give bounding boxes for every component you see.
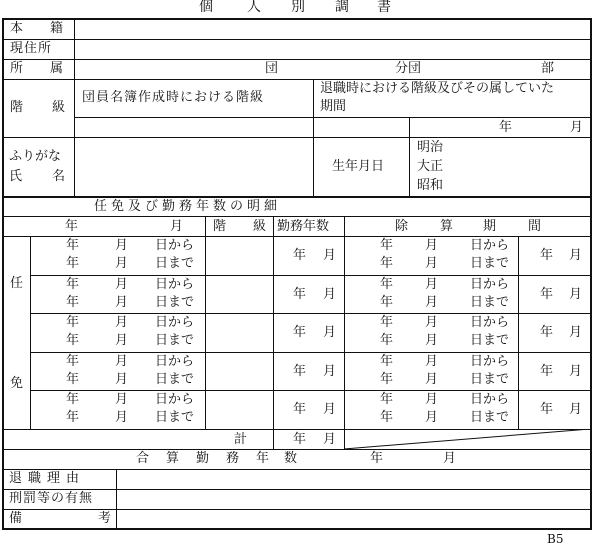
period-from-label: 日から <box>155 354 195 369</box>
period-to-label: 日まで <box>155 410 195 425</box>
jozan-tsuki-label: 月 <box>425 372 439 387</box>
rule <box>30 236 31 429</box>
taishoku-riyu-field[interactable] <box>118 470 589 488</box>
jozan-total-nen-label: 年 <box>540 402 554 417</box>
gassan-char: 算 <box>166 451 180 466</box>
biko-label-2: 考 <box>98 511 112 526</box>
taishoku-kaikyu-label-2: 期間 <box>320 99 347 114</box>
kaikyu-label-1: 階 <box>10 100 24 115</box>
rule-thick <box>2 196 592 198</box>
era-meiji: 明治 <box>417 140 444 155</box>
col-nen-header: 年 <box>65 219 79 234</box>
period-to-label: 日まで <box>155 295 195 310</box>
kinmu-nen-label: 年 <box>293 325 307 340</box>
taishoku-riyu-label: 退職理由 <box>9 471 86 486</box>
kaikyu-cell[interactable] <box>207 277 272 312</box>
jozan-from-label: 日から <box>470 277 510 292</box>
jozan-total-nen-label: 年 <box>540 364 554 379</box>
biko-field[interactable] <box>118 510 589 527</box>
taishoku-nen-label: 年 <box>499 120 513 135</box>
col-jozan-header-4: 間 <box>528 219 542 234</box>
jozan-nen-label: 年 <box>380 392 394 407</box>
col-kinmu-header: 勤務年数 <box>277 219 330 234</box>
period-tsuki-label: 月 <box>115 238 129 253</box>
jozan-tsuki-label: 月 <box>425 238 439 253</box>
rule <box>2 59 592 60</box>
rule <box>344 216 345 449</box>
period-tsuki-label: 月 <box>115 354 129 369</box>
title-char: 人 <box>247 0 263 15</box>
rule <box>2 449 592 450</box>
rule <box>273 216 274 449</box>
jozan-total-tsuki-label: 月 <box>569 287 583 302</box>
rule <box>518 236 519 429</box>
period-to-label: 日まで <box>155 372 195 387</box>
honseki-label-2: 籍 <box>50 21 64 36</box>
period-nen-label: 年 <box>66 315 80 330</box>
gassan-char: 務 <box>226 451 240 466</box>
rule <box>205 216 206 429</box>
kinmu-nen-label: 年 <box>293 364 307 379</box>
rule <box>2 236 592 237</box>
period-nen-label: 年 <box>66 238 80 253</box>
kinmu-nen-label: 年 <box>293 402 307 417</box>
seinengappi-label: 生年月日 <box>332 159 385 174</box>
kaikyu-cell[interactable] <box>207 392 272 427</box>
period-to-label: 日まで <box>155 333 195 348</box>
gassan-nen-label: 年 <box>370 451 384 466</box>
taishoku-tsuki-label: 月 <box>570 120 584 135</box>
frame-left <box>2 18 4 530</box>
jozan-total-nen-label: 年 <box>540 325 554 340</box>
shozoku-label-1: 所 <box>10 61 24 76</box>
kinmu-tsuki-label: 月 <box>323 402 337 417</box>
title-char: 個 <box>199 0 215 15</box>
keibatsu-field[interactable] <box>118 490 589 508</box>
rule <box>30 352 590 353</box>
bu-label: 部 <box>541 61 555 76</box>
col-tsuki-header: 月 <box>170 219 184 234</box>
jozan-to-label: 日まで <box>470 333 510 348</box>
jozan-to-label: 日まで <box>470 295 510 310</box>
kei-nen-label: 年 <box>293 432 307 447</box>
rule <box>116 469 117 529</box>
kinmu-nen-label: 年 <box>293 248 307 263</box>
kei-tsuki-label: 月 <box>323 432 337 447</box>
title-char: 調 <box>335 0 351 15</box>
kaikyu-cell[interactable] <box>207 354 272 389</box>
jozan-tsuki-label: 月 <box>425 410 439 425</box>
name-field[interactable] <box>76 139 312 195</box>
section-title: 任免及び勤務年数の明細 <box>94 199 282 214</box>
period-tsuki-label: 月 <box>115 392 129 407</box>
birthdate-field[interactable] <box>450 139 589 195</box>
paper-size-label: B5 <box>547 532 564 546</box>
jozan-from-label: 日から <box>470 238 510 253</box>
rule <box>313 137 314 196</box>
frame-right <box>590 18 592 530</box>
jozan-from-label: 日から <box>470 392 510 407</box>
col-jozan-header-1: 除 <box>395 219 409 234</box>
rule <box>313 79 314 137</box>
period-from-label: 日から <box>155 392 195 407</box>
shimei-label-2: 名 <box>52 169 66 184</box>
period-from-label: 日から <box>155 277 195 292</box>
furigana-label: ふりがな <box>9 149 62 164</box>
kinmu-tsuki-label: 月 <box>323 325 337 340</box>
gassan-char: 年 <box>256 451 270 466</box>
period-to-label: 日まで <box>155 256 195 271</box>
kinmu-tsuki-label: 月 <box>323 287 337 302</box>
gassan-tsuki-label: 月 <box>443 451 457 466</box>
jozan-nen-label: 年 <box>380 295 394 310</box>
rule <box>74 18 75 197</box>
jozan-tsuki-label: 月 <box>425 392 439 407</box>
kinmu-tsuki-label: 月 <box>323 364 337 379</box>
genjusho-field[interactable] <box>76 41 589 58</box>
jozan-total-tsuki-label: 月 <box>569 364 583 379</box>
jozan-total-tsuki-label: 月 <box>569 325 583 340</box>
jozan-nen-label: 年 <box>380 333 394 348</box>
period-nen-label: 年 <box>66 295 80 310</box>
bundan-label: 分団 <box>395 61 422 76</box>
period-nen-label: 年 <box>66 410 80 425</box>
kaikyu-field[interactable] <box>76 118 312 136</box>
jozan-tsuki-label: 月 <box>425 277 439 292</box>
col-kaikyu-header-1: 階 <box>213 219 227 234</box>
era-showa: 昭和 <box>417 178 444 193</box>
jozan-nen-label: 年 <box>380 256 394 271</box>
jozan-nen-label: 年 <box>380 277 394 292</box>
jozan-tsuki-label: 月 <box>425 256 439 271</box>
gassan-char: 合 <box>136 451 150 466</box>
period-from-label: 日から <box>155 238 195 253</box>
rule <box>2 137 592 138</box>
dan-label: 団 <box>265 61 279 76</box>
jozan-tsuki-label: 月 <box>425 354 439 369</box>
col-kaikyu-header-2: 級 <box>253 219 267 234</box>
jozan-from-label: 日から <box>470 315 510 330</box>
kaikyu-cell[interactable] <box>207 315 272 350</box>
period-nen-label: 年 <box>66 256 80 271</box>
col-jozan-header-2: 算 <box>440 219 454 234</box>
kaikyu-label-2: 級 <box>52 100 66 115</box>
shimei-label-1: 氏 <box>9 169 23 184</box>
jozan-total-tsuki-label: 月 <box>569 248 583 263</box>
jozan-nen-label: 年 <box>380 238 394 253</box>
jozan-tsuki-label: 月 <box>425 333 439 348</box>
period-from-label: 日から <box>155 315 195 330</box>
frame-bottom <box>2 528 592 530</box>
period-nen-label: 年 <box>66 277 80 292</box>
period-nen-label: 年 <box>66 392 80 407</box>
period-tsuki-label: 月 <box>115 410 129 425</box>
period-nen-label: 年 <box>66 354 80 369</box>
danin-kaikyu-label: 団員名簿作成時における階級 <box>82 90 265 105</box>
rule <box>30 313 590 314</box>
men-label: 免 <box>10 376 24 391</box>
period-nen-label: 年 <box>66 372 80 387</box>
gassan-char: 数 <box>284 451 298 466</box>
period-tsuki-label: 月 <box>115 256 129 271</box>
jozan-total-nen-label: 年 <box>540 287 554 302</box>
gassan-char: 勤 <box>196 451 210 466</box>
jozan-nen-label: 年 <box>380 372 394 387</box>
period-tsuki-label: 月 <box>115 333 129 348</box>
jozan-nen-label: 年 <box>380 354 394 369</box>
taishoku-kaikyu-label: 退職時における階級及びその属していた <box>320 81 555 96</box>
honseki-label-1: 本 <box>10 21 24 36</box>
col-jozan-header-3: 期 <box>483 219 497 234</box>
genjusho-label: 現住所 <box>10 41 53 56</box>
rule <box>409 117 410 196</box>
kei-label: 計 <box>234 432 248 447</box>
jozan-tsuki-label: 月 <box>425 295 439 310</box>
nin-label: 任 <box>10 276 24 291</box>
total-diagonal-strike <box>344 429 590 449</box>
kinmu-tsuki-label: 月 <box>323 248 337 263</box>
period-nen-label: 年 <box>66 333 80 348</box>
rule <box>30 275 590 276</box>
kaikyu-cell[interactable] <box>207 238 272 273</box>
title-char: 別 <box>291 0 307 15</box>
biko-label-1: 備 <box>9 511 23 526</box>
jozan-total-tsuki-label: 月 <box>569 402 583 417</box>
period-tsuki-label: 月 <box>115 372 129 387</box>
jozan-to-label: 日まで <box>470 256 510 271</box>
rule <box>30 390 590 391</box>
jozan-tsuki-label: 月 <box>425 315 439 330</box>
period-tsuki-label: 月 <box>115 315 129 330</box>
jozan-total-nen-label: 年 <box>540 248 554 263</box>
period-tsuki-label: 月 <box>115 277 129 292</box>
rule <box>2 79 592 80</box>
jozan-to-label: 日まで <box>470 410 510 425</box>
period-tsuki-label: 月 <box>115 295 129 310</box>
rule <box>2 216 592 217</box>
keibatsu-label: 刑罰等の有無 <box>9 491 94 506</box>
title-char: 書 <box>377 0 393 15</box>
era-taisho: 大正 <box>417 159 444 174</box>
jozan-nen-label: 年 <box>380 315 394 330</box>
shozoku-label-2: 属 <box>50 61 64 76</box>
jozan-nen-label: 年 <box>380 410 394 425</box>
jozan-from-label: 日から <box>470 354 510 369</box>
kinmu-nen-label: 年 <box>293 287 307 302</box>
jozan-to-label: 日まで <box>470 372 510 387</box>
rule <box>2 39 592 40</box>
honseki-field[interactable] <box>76 20 589 38</box>
